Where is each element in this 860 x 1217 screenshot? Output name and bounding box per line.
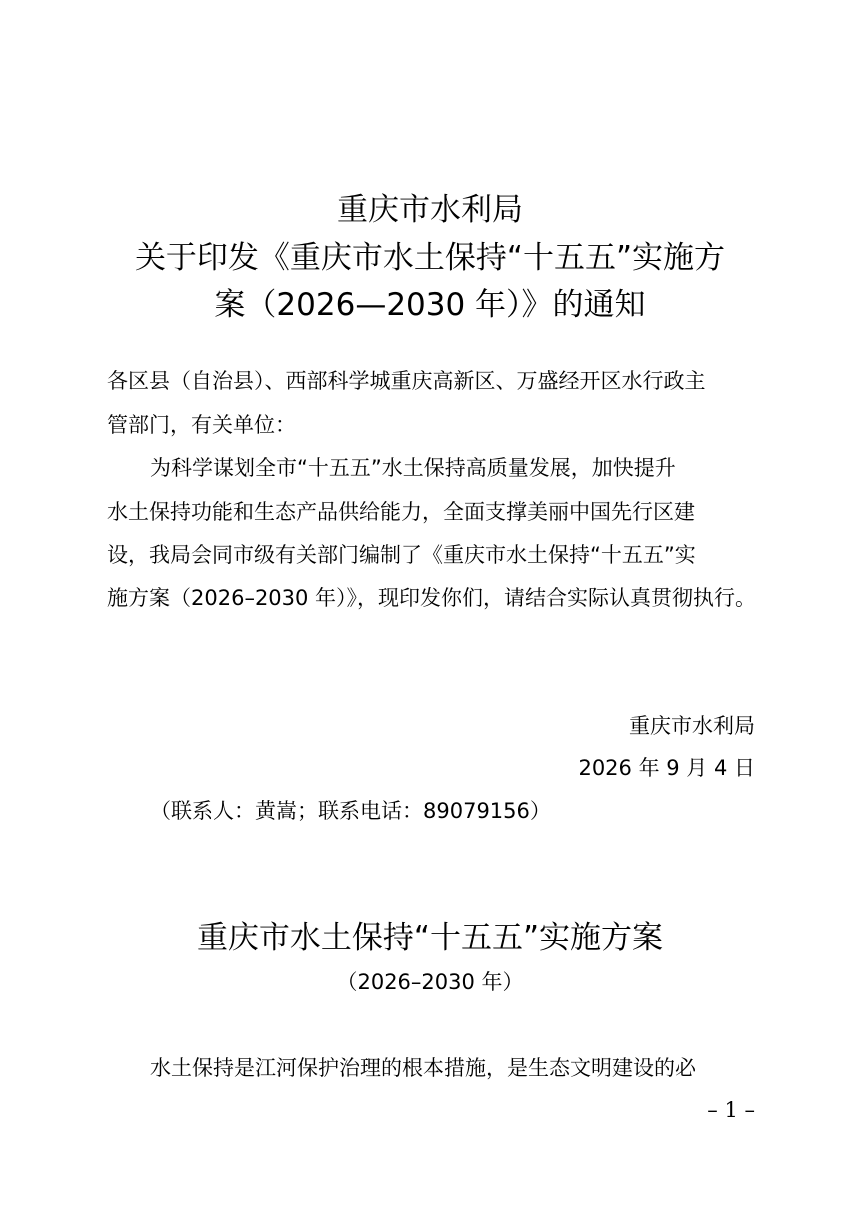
body-line-4: 施方案（2026–2030 年）》，现印发你们，请结合实际认真贯彻执行。 — [107, 586, 757, 610]
body-line-2: 水土保持功能和生态产品供给能力，全面支撑美丽中国先行区建 — [107, 500, 695, 524]
issue-date: 2026 年 9 月 4 日 — [578, 756, 755, 780]
body-line-1: 为科学谋划全市“十五五”水土保持高质量发展，加快提升 — [150, 456, 676, 480]
notice-title-line-3: 案（2026—2030 年）》的通知 — [214, 287, 646, 323]
plan-title: 重庆市水土保持“十五五”实施方案 — [196, 920, 664, 956]
body-line-3: 设，我局会同市级有关部门编制了《重庆市水土保持“十五五”实 — [107, 543, 696, 567]
plan-first-line: 水土保持是江河保护治理的根本措施，是生态文明建设的必 — [150, 1056, 696, 1080]
addressee-line-1: 各区县（自治县）、西部科学城重庆高新区、万盛经开区水行政主 — [107, 369, 706, 393]
addressee-line-2: 管部门，有关单位： — [107, 413, 296, 437]
contact-info: （联系人：黄嵩；联系电话：89079156） — [150, 799, 551, 823]
page-number: – 1 – — [707, 1098, 755, 1122]
signature: 重庆市水利局 — [629, 714, 755, 738]
notice-title-line-1: 重庆市水利局 — [337, 192, 523, 228]
notice-title-line-2: 关于印发《重庆市水土保持“十五五”实施方 — [134, 240, 726, 276]
plan-subtitle: （2026–2030 年） — [336, 970, 524, 994]
